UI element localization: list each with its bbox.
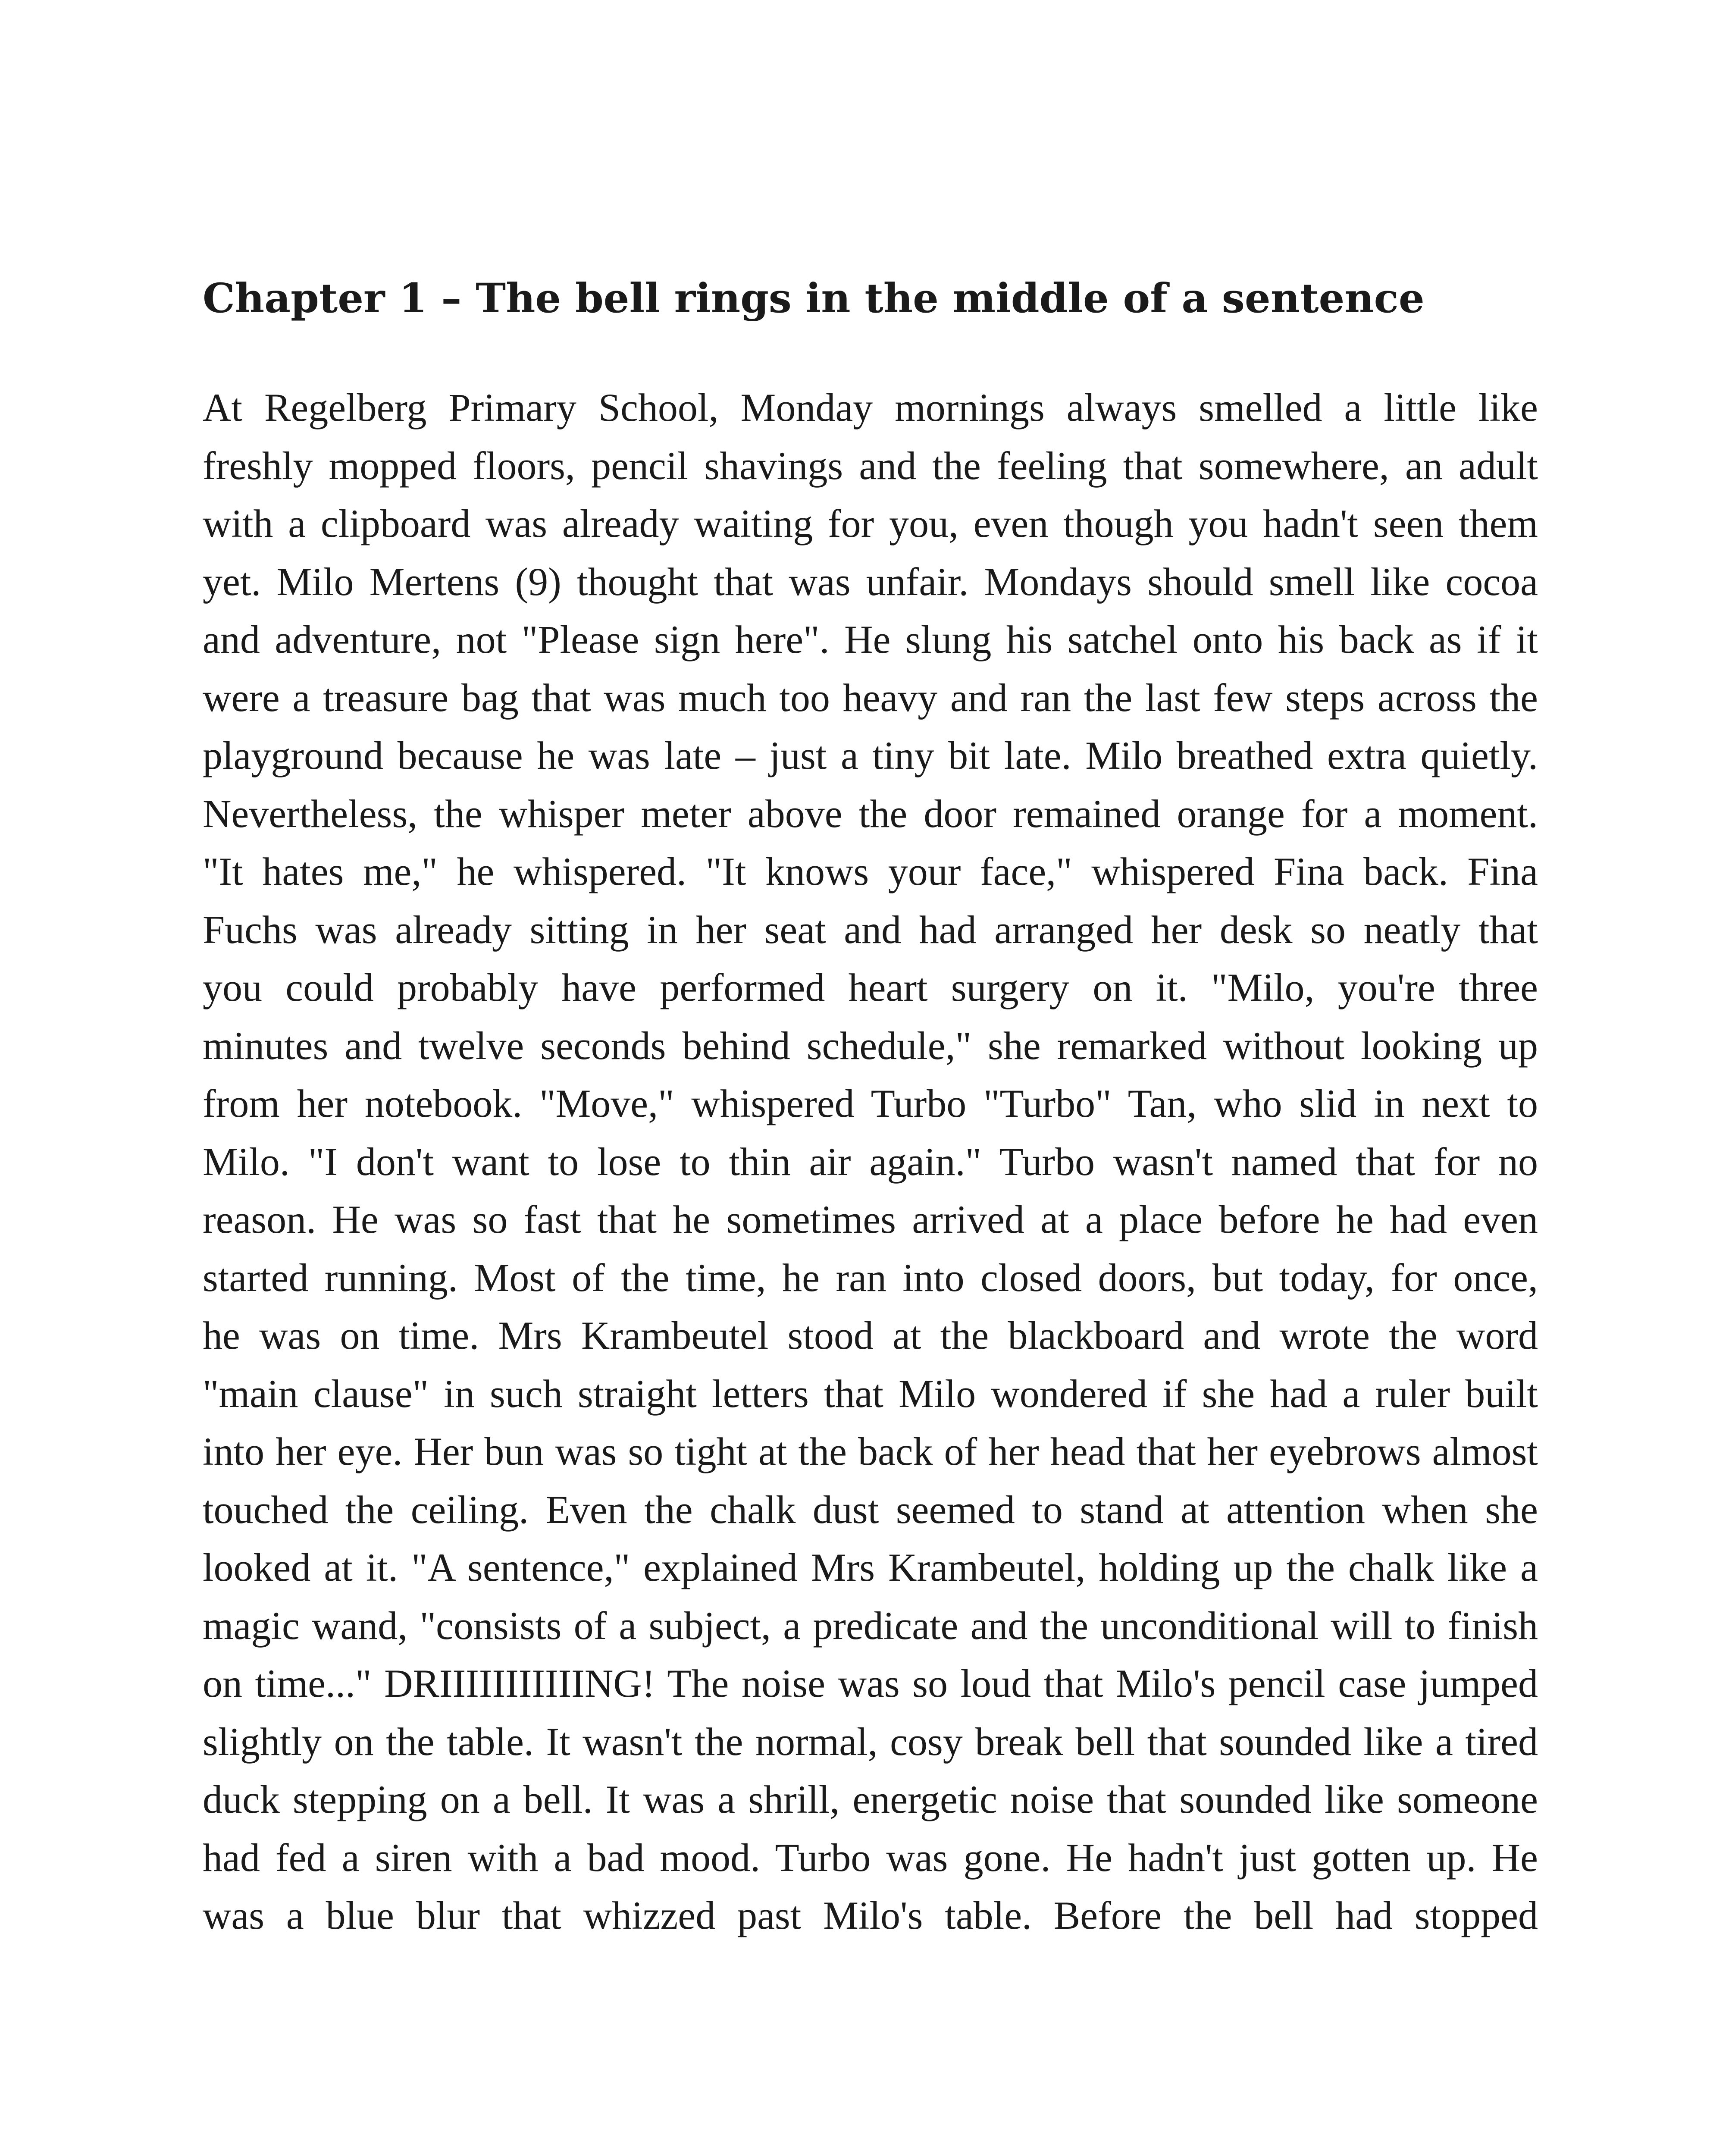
text-line: playground because he was late – just a tiny bit late. Milo breathed extra quietly. bbox=[203, 733, 1538, 777]
text-line: magic wand, "consists of a subject, a predicate and the unconditional will to finish bbox=[203, 1603, 1538, 1648]
text-line: he was on time. Mrs Krambeutel stood at the blackboard and wrote the word bbox=[203, 1313, 1538, 1357]
text-line: duck stepping on a bell. It was a shrill, energetic noise that sounded like someone bbox=[203, 1777, 1538, 1821]
text-line: yet. Milo Mertens (9) thought that was unfair. Mondays should smell like cocoa bbox=[203, 559, 1538, 604]
text-line: Fuchs was already sitting in her seat and had arranged her desk so neatly that bbox=[203, 907, 1538, 952]
text-line: minutes and twelve seconds behind schedule," she remarked without looking up bbox=[203, 1023, 1538, 1068]
text-line: started running. Most of the time, he ran into closed doors, but today, for once, bbox=[203, 1255, 1538, 1300]
text-line: slightly on the table. It wasn't the normal, cosy break bell that sounded like a tired bbox=[203, 1719, 1538, 1764]
text-line: you could probably have performed heart surgery on it. "Milo, you're three bbox=[203, 965, 1538, 1009]
text-line: and adventure, not "Please sign here". He slung his satchel onto his back as if it bbox=[203, 617, 1538, 661]
text-line: with a clipboard was already waiting for you, even though you hadn't seen them bbox=[203, 501, 1538, 545]
text-line: At Regelberg Primary School, Monday mornings always smelled a little like bbox=[203, 385, 1538, 429]
text-line: "main clause" in such straight letters that Milo wondered if she had a ruler built bbox=[203, 1371, 1538, 1416]
text-line: Milo. "I don't want to lose to thin air again." Turbo wasn't named that for no bbox=[203, 1139, 1538, 1184]
text-line: were a treasure bag that was much too heavy and ran the last few steps across the bbox=[203, 675, 1538, 720]
text-line: reason. He was so fast that he sometimes arrived at a place before he had even bbox=[203, 1197, 1538, 1241]
chapter-body-text bbox=[203, 379, 1538, 1945]
text-line: "It hates me," he whispered. "It knows your face," whispered Fina back. Fina bbox=[203, 849, 1538, 893]
text-line: was a blue blur that whizzed past Milo's table. Before the bell had stopped bbox=[203, 1893, 1538, 1937]
text-line: from her notebook. "Move," whispered Turbo "Turbo" Tan, who slid in next to bbox=[203, 1081, 1538, 1125]
text-line: on time..." DRIIIIIIIIIIING! The noise was so loud that Milo's pencil case jumped bbox=[203, 1661, 1538, 1705]
text-line: looked at it. "A sentence," explained Mrs Krambeutel, holding up the chalk like a bbox=[203, 1545, 1538, 1589]
chapter-title: Chapter 1 – The bell rings in the middle of a sentence bbox=[203, 275, 1425, 322]
text-line: freshly mopped floors, pencil shavings and the feeling that somewhere, an adult bbox=[203, 443, 1538, 488]
text-line: touched the ceiling. Even the chalk dust seemed to stand at attention when she bbox=[203, 1487, 1538, 1532]
text-line: into her eye. Her bun was so tight at the back of her head that her eyebrows almost bbox=[203, 1429, 1538, 1473]
text-line: had fed a siren with a bad mood. Turbo was gone. He hadn't just gotten up. He bbox=[203, 1835, 1538, 1880]
text-line: Nevertheless, the whisper meter above the door remained orange for a moment. bbox=[203, 791, 1538, 836]
